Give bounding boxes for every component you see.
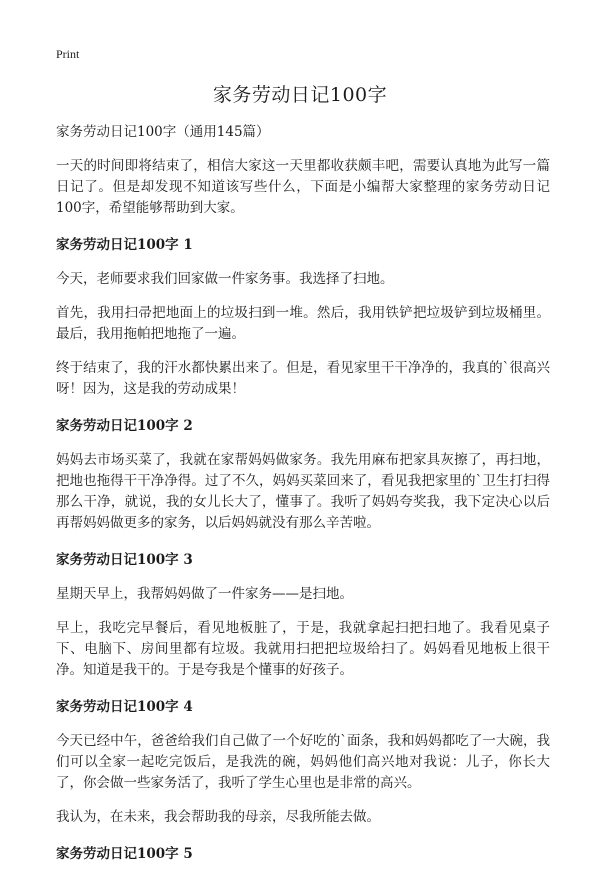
- page-title: 家务劳动日记100字: [212, 84, 388, 106]
- section-4-paragraph-2: 我认为，在未来，我会帮助我的母亲，尽我所能去做。: [56, 809, 380, 825]
- section-1-paragraph-1: 今天，老师要求我们回家做一件家务事。我选择了扫地。: [56, 271, 394, 287]
- section-1-paragraph-3: 终于结束了，我的汗水都快累出来了。但是，看见家里干干净净的，我真的`很高兴呀！因为，这是我的劳动成果！: [56, 360, 550, 397]
- article-body: [56, 122, 550, 878]
- section-heading-5: 家务劳动日记100字 5: [56, 846, 193, 862]
- print-link[interactable]: Print: [56, 47, 80, 61]
- section-4-paragraph-1: 今天已经中午，爸爸给我们自己做了一个好吃的`面条，我和妈妈都吃了一大碗，我们可以全家一起吃完饭后，是我洗的碗，妈妈他们高兴地对我说：儿子，你长大了，你会做一些家务活了，我听了学生心里也是非常的高兴。: [56, 733, 550, 791]
- section-heading-2: 家务劳动日记100字 2: [56, 418, 193, 434]
- section-2-paragraph-1: 妈妈去市场买菜了，我就在家帮妈妈做家务。我先用麻布把家具灰擦了，再扫地，把地也拖得干干净净得。过了不久，妈妈买菜回来了，看见我把家里的`卫生打扫得那么干净，就说，我的女儿长大了，懂事了。我听了妈妈夸奖我，我下定决心以后再帮妈妈做更多的家务，以后妈妈就没有那么辛苦啦。: [56, 452, 550, 531]
- section-1-paragraph-2: 首先，我用扫帚把地面上的垃圾扫到一堆。然后，我用铁铲把垃圾铲到垃圾桶里。最后，我用拖帕把地拖了一遍。: [56, 305, 550, 342]
- section-heading-1: 家务劳动日记100字 1: [56, 237, 193, 253]
- section-3-paragraph-2: 早上，我吃完早餐后，看见地板脏了，于是，我就拿起扫把扫地了。我看见桌子下、电脑下、房间里都有垃圾。我就用扫把把垃圾给扫了。妈妈看见地板上很干净。知道是我干的。于是夸我是个懂事的好孩子。: [56, 620, 550, 678]
- section-heading-4: 家务劳动日记100字 4: [56, 699, 193, 715]
- section-heading-3: 家务劳动日记100字 3: [56, 552, 193, 568]
- intro-paragraph: 一天的时间即将结束了，相信大家这一天里都收获颇丰吧，需要认真地为此写一篇日记了。但是却发现不知道该写些什么，下面是小编帮大家整理的家务劳动日记100字，希望能够帮助到大家。: [56, 158, 550, 216]
- section-3-paragraph-1: 星期天早上，我帮妈妈做了一件家务——是扫地。: [56, 586, 353, 602]
- article-subtitle: 家务劳动日记100字（通用145篇）: [56, 124, 270, 140]
